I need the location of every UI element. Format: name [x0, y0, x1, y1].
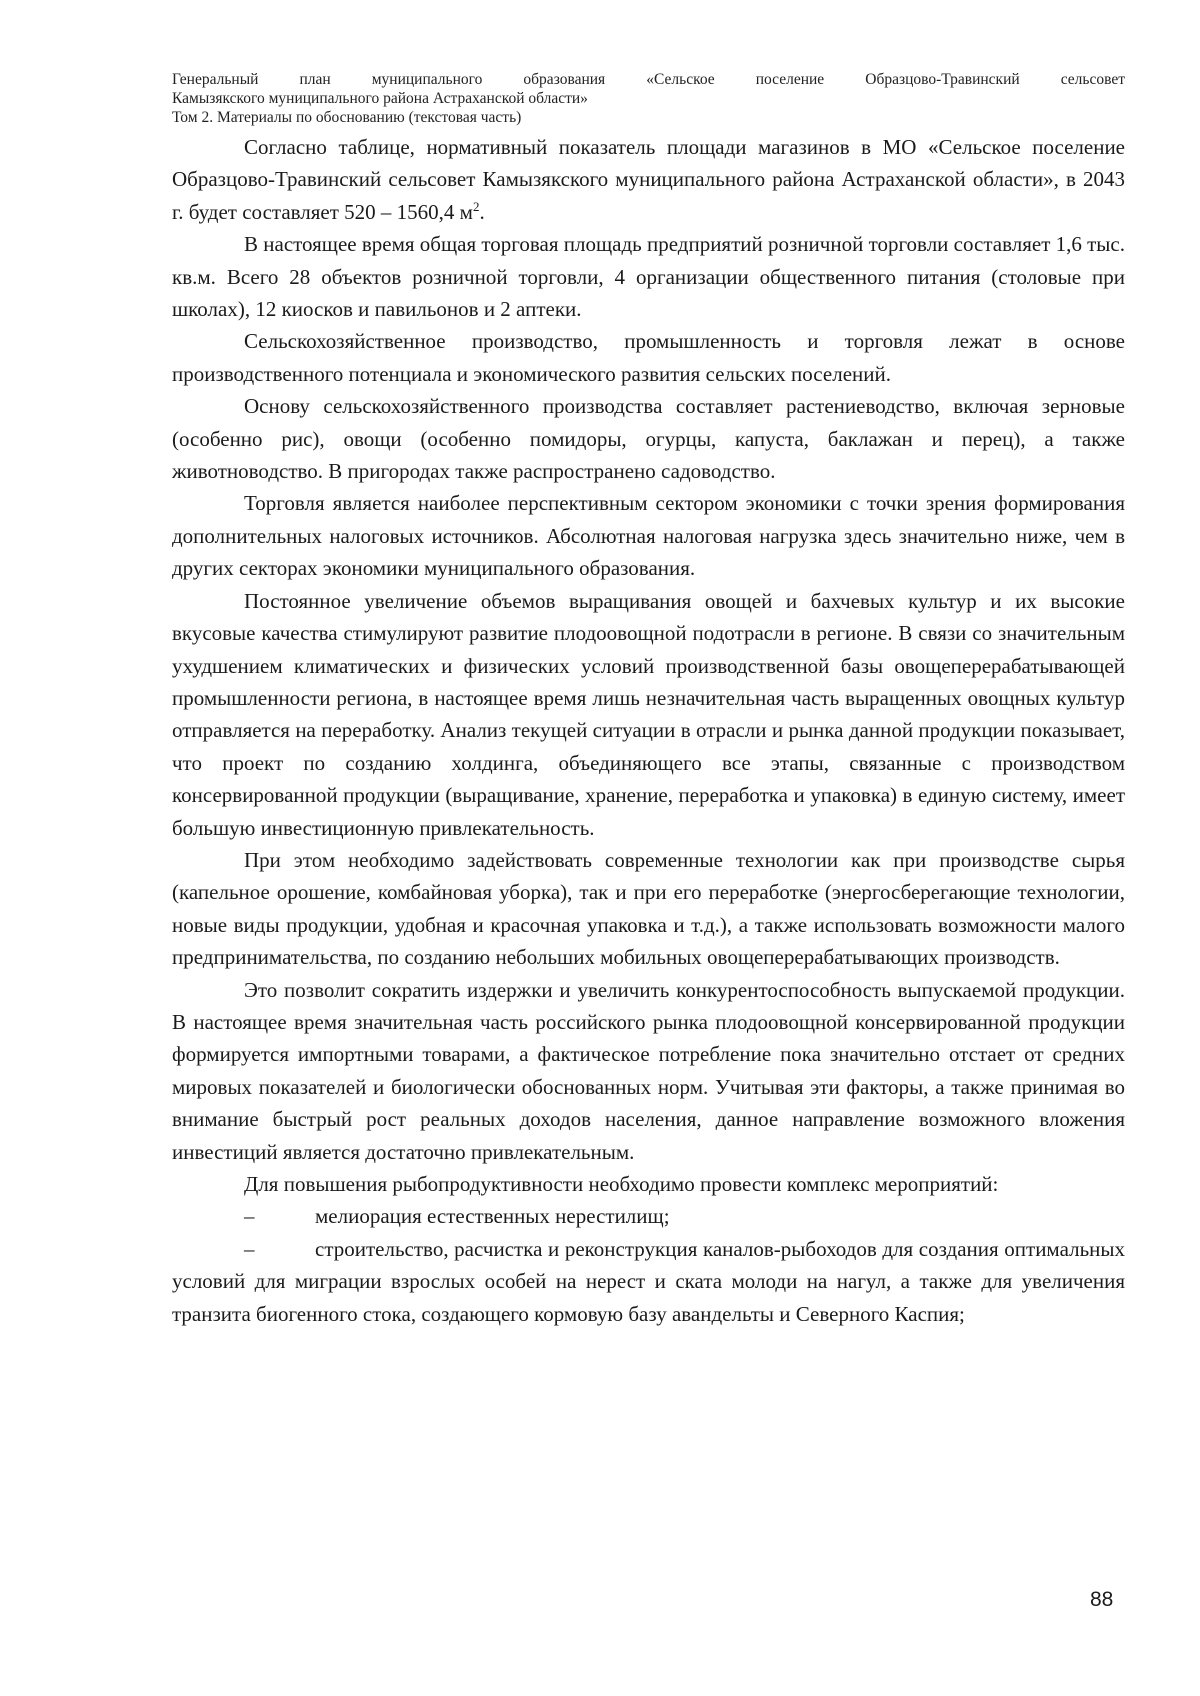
- paragraph-8: Это позволит сократить издержки и увеличить конкурентоспособность выпускаемой продукции. В настоящее время значительная часть российского рынка плодоовощной консервированной продукции формируется импортными товарами, а фактическое потребление пока значительно отстает от средних мировых показателей и биологически обоснованных норм. Учитывая эти факторы, а также принимая во внимание быстрый рост реальных доходов населения, данное направление возможного вложения инвестиций является достаточно привлекательным.: [172, 977, 1125, 1164]
- list-item: [172, 1233, 1125, 1330]
- list-item-text: мелиорация естественных нерестилищ;: [315, 1204, 670, 1229]
- paragraph-6: Постоянное увеличение объемов выращивания овощей и бахчевых культур и их высокие вкусовые качества стимулируют развитие плодоовощной подотрасли в регионе. В связи со значительным ухудшением климатических и физических условий производственной базы овощеперерабатывающей промышленности региона, в настоящее время лишь незначительная часть выращенных овощных культур отправляется на переработку. Анализ текущей ситуации в отрасли и рынка данной продукции показывает, что проект по созданию холдинга, объединяющего все этапы, связанные с производством консервированной продукции (выращивание, хранение, переработка и упаковка) в единую систему, имеет большую инвестиционную привлекательность.: [172, 588, 1125, 840]
- paragraph-1: [172, 131, 1125, 228]
- dash-bullet: –: [244, 1204, 255, 1229]
- list-item-text: строительство, расчистка и реконструкция каналов-рыбоходов для создания оптимальных условий для миграции взрослых особей на нерест и ската молоди на нагул, а также для увеличения транзита биогенного стока, создающего кормовую базу авандельты и Северного Каспия;: [172, 1236, 1125, 1326]
- paragraph-3: Сельскохозяйственное производство, промышленность и торговля лежат в основе производственного потенциала и экономического развития сельских поселений.: [172, 329, 1125, 386]
- header-line-2: Камызякского муниципального района Астраханской области»: [172, 90, 588, 107]
- paragraph-4: Основу сельскохозяйственного производства составляет растениеводство, включая зерновые (особенно рис), овощи (особенно помидоры, огурцы, капуста, баклажан и перец), а также животноводство. В пригородах также распространено садоводство.: [172, 394, 1125, 484]
- paragraph-5: Торговля является наиболее перспективным сектором экономики с точки зрения формирования дополнительных налоговых источников. Абсолютная налоговая нагрузка здесь значительно ниже, чем в других секторах экономики муниципального образования.: [172, 491, 1125, 581]
- paragraph-9: Для повышения рыбопродуктивности необходимо провести комплекс мероприятий:: [244, 1172, 999, 1196]
- document-body: [172, 131, 1125, 1330]
- paragraph-7: При этом необходимо задействовать современные технологии как при производстве сырья (капельное орошение, комбайновая уборка), так и при его переработке (энергосберегающие технологии, новые виды продукции, удобная и красочная упаковка и т.д.), а также использовать возможности малого предпринимательства, по созданию небольших мобильных овощеперерабатывающих производств.: [172, 847, 1125, 970]
- superscript: 2: [472, 198, 480, 214]
- running-header: [172, 70, 1125, 127]
- paragraph-2: В настоящее время общая торговая площадь предприятий розничной торговли составляет 1,6 тыс. кв.м. Всего 28 объектов розничной торговли, 4 организации общественного питания (столовые при школах), 12 киосков и павильонов и 2 аптеки.: [172, 232, 1125, 322]
- list-item: [172, 1200, 1125, 1232]
- header-line-3: Том 2. Материалы по обоснованию (текстовая часть): [172, 109, 522, 126]
- paragraph-1-text: Согласно таблице, нормативный показатель площади магазинов в МО «Сельское поселение Образцово-Травинский сельсовет Камызякского муниципального района Астраханской области», в 2043 г. будет составляет 520 – 1560,4 м: [172, 135, 1125, 224]
- document-page: [172, 70, 1125, 1330]
- page-number: 88: [1090, 1588, 1114, 1611]
- header-line-1: Генеральный план муниципального образования «Сельское поселение Образцово-Травинский сельсовет: [172, 71, 1125, 88]
- dash-bullet: –: [244, 1236, 255, 1261]
- paragraph-1-end: .: [479, 199, 485, 224]
